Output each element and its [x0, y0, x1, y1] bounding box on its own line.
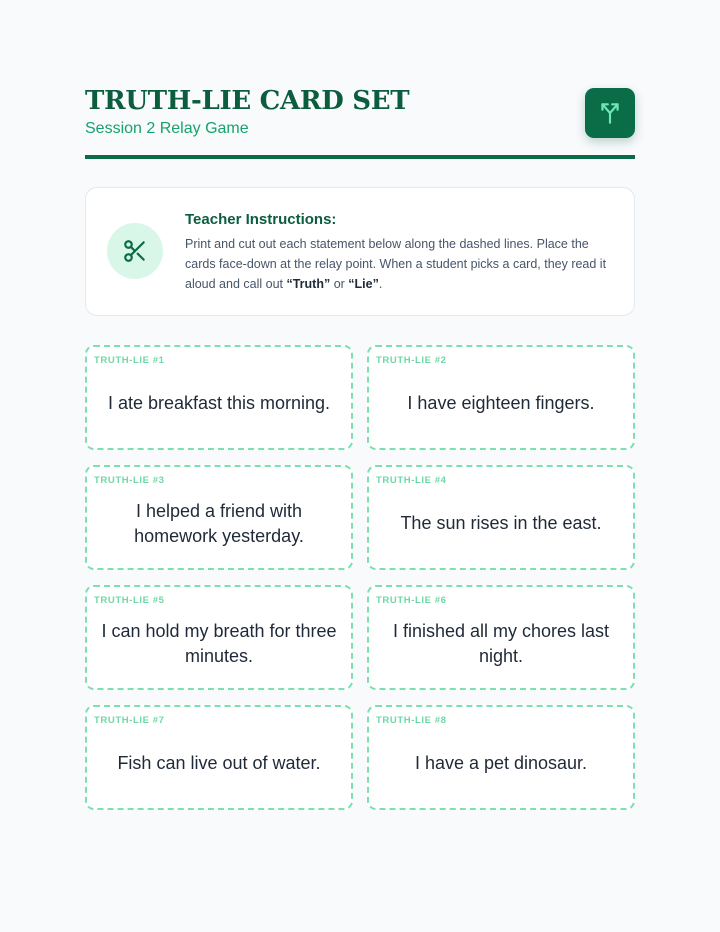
page-header: [85, 86, 635, 158]
card-statement: I helped a friend with homework yesterday.: [134, 500, 304, 546]
card-number: TRUTH-LIE #5: [94, 595, 165, 606]
instructions-panel: [85, 187, 635, 316]
statement-card: [85, 345, 353, 450]
card-number: TRUTH-LIE #8: [376, 715, 447, 726]
card-number: TRUTH-LIE #7: [94, 715, 165, 726]
statement-card: [367, 465, 635, 570]
card-statement: I have eighteen fingers.: [407, 393, 595, 413]
header-divider: [85, 155, 635, 159]
logo-badge: [585, 88, 635, 138]
card-statement: I have a pet dinosaur.: [414, 753, 588, 773]
card-statement: I finished all my chores last night.: [392, 620, 610, 666]
fork-arrows-icon: [597, 100, 623, 126]
instructions-text: [185, 234, 617, 294]
scissors-icon: [122, 238, 148, 264]
statement-card: [367, 705, 635, 810]
card-statement: I can hold my breath for three minutes.: [101, 620, 337, 666]
card-number: TRUTH-LIE #3: [94, 475, 165, 486]
instructions-body: Print and cut out each statement below along the dashed lines. Place the cards face-down at the relay point. When a student picks a card, they read it aloud and call out: [185, 237, 607, 291]
page-subtitle: Session 2 Relay Game: [85, 120, 249, 137]
card-statement: Fish can live out of water.: [117, 753, 321, 773]
statement-card: [85, 585, 353, 690]
instructions-or: or: [330, 277, 349, 291]
card-statement: I ate breakfast this morning.: [107, 393, 331, 413]
card-grid: [85, 345, 635, 810]
lie-keyword: “Lie”: [348, 277, 379, 291]
statement-card: [85, 705, 353, 810]
statement-card: [85, 465, 353, 570]
card-number: TRUTH-LIE #6: [376, 595, 447, 606]
card-statement: The sun rises in the east.: [400, 513, 602, 533]
card-number: TRUTH-LIE #2: [376, 355, 447, 366]
statement-card: [367, 585, 635, 690]
card-number: TRUTH-LIE #1: [94, 355, 165, 366]
statement-card: [367, 345, 635, 450]
truth-keyword: “Truth”: [286, 277, 331, 291]
scissors-badge: [107, 223, 163, 279]
page-title: TRUTH-LIE CARD SET: [85, 86, 410, 116]
instructions-end: .: [378, 277, 383, 291]
card-number: TRUTH-LIE #4: [376, 475, 447, 486]
instructions-heading: Teacher Instructions:: [185, 211, 337, 228]
